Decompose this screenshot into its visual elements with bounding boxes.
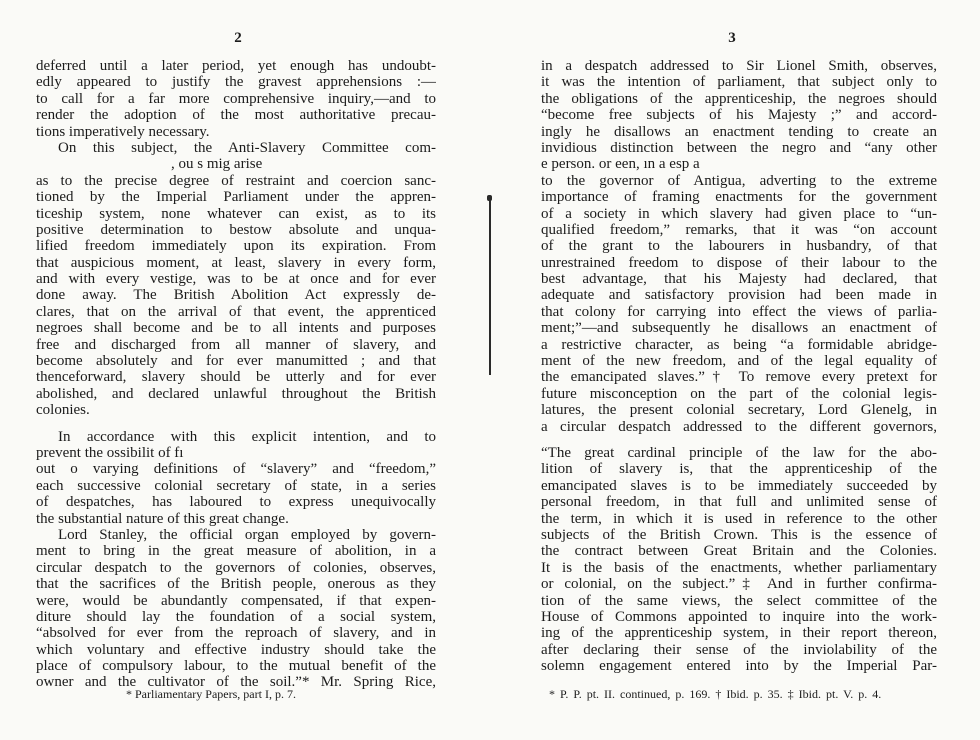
text-line: negroes shall become and be to all intents and purposes (36, 320, 436, 337)
right-page (492, 0, 980, 740)
text-line: render the adoption of the most authoritative precau- (36, 107, 436, 124)
text-line: the obligations of the apprenticeship, the negroes should (541, 90, 937, 107)
text-line: , ou s mig arise (171, 156, 263, 173)
text-line: circular despatch to the governors of colonies, observes, (36, 559, 436, 576)
text-line: in a despatch addressed to Sir Lionel Smith, observes, (541, 58, 937, 74)
text-line: that the sacrifices of the British people, onerous as they (36, 576, 436, 593)
text-line: On this subject, the Anti-Slavery Committee com- (58, 139, 436, 156)
footnote: * Parliamentary Papers, part I, p. 7. (126, 687, 296, 701)
text-line: importance of framing enactments for the government (541, 189, 937, 206)
text-line: Lord Stanley, the official organ employed by govern- (58, 526, 436, 543)
text-line: and with every vestige, was to be at once and for ever (36, 271, 436, 288)
text-line: emancipated slaves is to be immediately succeeded by (541, 477, 937, 494)
text-line: adequate and satisfactory provision had been made in (541, 287, 937, 304)
text-line: personal freedom, in that full and unlimited sense of (541, 494, 937, 511)
text-line: positive determination to bestow absolute and unqua- (36, 221, 436, 238)
text-line: of despatches, has laboured to express unequivocally (36, 494, 436, 511)
text-line: invidious distinction between the negro and “any other (541, 139, 937, 156)
text-line: a restrictive character, as being “a formidable abridge- (541, 336, 937, 353)
text-line: after declaring their sense of the inviolability of the (541, 641, 937, 658)
text-line: of a society in which slavery had given place to “un- (541, 205, 937, 222)
text-line: were, would be abundantly compensated, if that expen- (36, 592, 436, 609)
text-line: ing of the apprenticeship system, in their report thereon, (541, 625, 937, 642)
text-line: ingly he disallows an enactment tending to create an (541, 123, 937, 140)
text-line: the term, in which it is used in reference to the other (541, 510, 937, 527)
text-line: each successive colonial secretary of state, in a series (36, 477, 436, 494)
text-line: owner and the cultivator of the soil.”* Mr. Spring Rice, (36, 674, 436, 691)
text-line: qualified freedom,” remarks, that it was “on account (541, 221, 937, 238)
text-line: House of Commons appointed to inquire into the work- (541, 608, 937, 625)
text-line: In accordance with this explicit intention, and to (58, 428, 436, 445)
body-text (541, 58, 937, 674)
text-line: colonies. (36, 402, 90, 419)
text-line: “The great cardinal principle of the law for the abo- (541, 444, 937, 461)
text-line: the substantial nature of this great change. (36, 510, 289, 527)
text-line: tioned by the Imperial Parliament under the appren- (36, 189, 436, 206)
text-line: out o varying definitions of “slavery” and “freedom,” (36, 461, 436, 478)
footnote: * P. P. pt. II. continued, p. 169. † Ibid. p. 35. ‡ Ibid. pt. V. p. 4. (549, 687, 882, 701)
text-line: It is the basis of the enactments, whether parliamentary (541, 559, 937, 576)
text-line: a circular despatch addressed to the different governors, (541, 418, 937, 435)
text-line: latures, the present colonial secretary, Lord Glenelg, in (541, 402, 937, 419)
text-line: abolished, and declared unlawful throughout the British (36, 385, 436, 402)
gutter-rule (489, 200, 491, 375)
text-line: unrestrained freedom to dispose of their labour to the (541, 254, 937, 271)
text-line: lition of slavery is, that the apprenticeship of the (541, 461, 937, 478)
text-line: that auspicious moment, at least, slavery in every form, (36, 254, 436, 271)
text-line: lified freedom immediately upon its expiration. From (36, 238, 436, 255)
text-line: ticeship system, none whatever can exist, as to its (36, 205, 436, 222)
text-line: deferred until a later period, yet enough has undoubt- (36, 58, 436, 74)
text-line: tions imperatively necessary. (36, 123, 210, 140)
text-line: ment of the new freedom, and of the legal equality of (541, 353, 937, 370)
text-line: “become free subjects of his Majesty ;” and accord- (541, 107, 937, 124)
text-line: it was the intention of parliament, that subject only to (541, 74, 937, 91)
text-line: clares, that on the arrival of that event, the apprenticed (36, 303, 436, 320)
page-number: 2 (234, 30, 242, 46)
text-line: prevent the ossibilit of fı (36, 444, 184, 461)
text-line: as to the precise degree of restraint and coercion sanc- (36, 172, 436, 189)
text-line: future misconception on the part of the colonial legis- (541, 385, 937, 402)
text-line: the contract between Great Britain and the Colonies. (541, 543, 937, 560)
text-line: subjects of the British Crown. This is the essence of (541, 526, 937, 543)
text-line: which voluntary and effective industry should take the (36, 641, 436, 658)
text-line: of the grant to the labourers in husbandry, of that (541, 238, 937, 255)
text-line: edly appeared to justify the gravest apprehensions :— (36, 74, 436, 91)
text-line: “absolved for ever from the reproach of slavery, and in (36, 625, 436, 642)
text-line: done away. The British Abolition Act expressly de- (36, 287, 436, 304)
text-line: that colony for carrying into effect the views of parlia- (541, 303, 937, 320)
text-line: ment;”—and subsequently he disallows an enactment of (541, 320, 937, 337)
text-line: thenceforward, slavery should be utterly and for ever (36, 369, 436, 386)
text-line: the emancipated slaves.”† To remove every pretext for (541, 369, 937, 386)
text-line: or colonial, on the subject.”‡ And in further confirma- (541, 576, 937, 593)
text-line: tion of the same views, the select committee of the (541, 592, 937, 609)
text-line: free and discharged from all manner of slavery, and (36, 336, 436, 353)
text-line: become absolutely and for ever manumitted ; and that (36, 353, 436, 370)
text-line: diture should lay the foundation of a social system, (36, 608, 436, 625)
body-text (36, 58, 436, 691)
text-line: best advantage, that his Majesty had declared, that (541, 271, 937, 288)
left-page (0, 0, 488, 740)
page-number: 3 (728, 30, 736, 46)
text-line: ment to bring in the great measure of abolition, in a (36, 543, 436, 560)
text-line: e person. or een, ın a esp a (541, 156, 700, 173)
text-line: to call for a far more comprehensive inquiry,—and to (36, 90, 436, 107)
text-line: solemn engagement entered into by the Imperial Par- (541, 658, 937, 675)
text-line: place of compulsory labour, to the mutual benefit of the (36, 658, 436, 675)
text-line: to the governor of Antigua, adverting to the extreme (541, 172, 937, 189)
